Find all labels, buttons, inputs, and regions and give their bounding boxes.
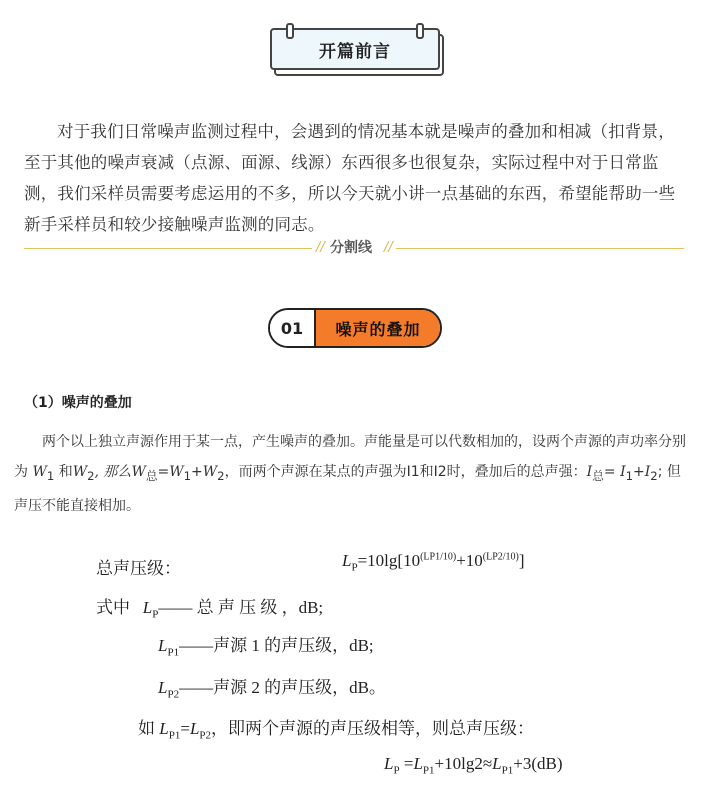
formula-total-equation bbox=[342, 551, 525, 573]
body-paragraph bbox=[14, 427, 694, 521]
text-run: 两个以上独立声源作用于某一点，产生噪声的叠加。声能量是可以代数相加的，设两个声源的声功率分别为 bbox=[14, 434, 686, 480]
var-sub: 1 bbox=[46, 468, 55, 483]
text-run: , 那么 bbox=[94, 464, 132, 480]
var: W bbox=[32, 464, 47, 480]
text-run: ——声源 2 的声压级，dB。 bbox=[179, 678, 386, 697]
var: W bbox=[202, 464, 218, 480]
text-run: = bbox=[399, 754, 414, 773]
text-run: —— 总 声 压 级 ，dB; bbox=[158, 598, 324, 617]
formula-total-label: 总声压级： bbox=[96, 559, 181, 578]
var-sub: P1 bbox=[167, 646, 180, 659]
var-sub: P2 bbox=[199, 729, 212, 742]
text-run: 式中 bbox=[96, 598, 130, 617]
var: W bbox=[72, 464, 88, 480]
var-sub: 2 bbox=[87, 468, 95, 483]
text-run: ] bbox=[518, 551, 525, 570]
text-run: = bbox=[180, 719, 190, 738]
var-sub: 2 bbox=[217, 468, 225, 483]
text-run: 如 bbox=[138, 719, 160, 738]
binder-ring-icon bbox=[286, 23, 294, 39]
var: L bbox=[158, 678, 168, 697]
formula-definition-lp2 bbox=[158, 673, 386, 700]
var: L bbox=[158, 636, 168, 655]
intro-paragraph: 对于我们日常噪声监测过程中，会遇到的情况基本就是噪声的叠加和相减（扣背景，至于其他的噪声衰减（点源、面源、线源）东西很多也很复杂，实际过程中对于日常监测，我们采样员需要考虑运用的不多，所以今天就小讲一点基础的东西，希望能帮助一些新手采样员和较少接触噪声监测的同志。 bbox=[24, 122, 676, 234]
text-run: =10lg[10 bbox=[357, 551, 421, 570]
var-sub: P bbox=[393, 764, 400, 777]
section-number: 01 bbox=[270, 310, 316, 346]
text-run: 和 bbox=[54, 464, 73, 480]
var-sub: 2 bbox=[650, 468, 658, 483]
badge-title bbox=[270, 28, 440, 70]
text-run: ，即两个声源的声压级相等，则总声压级： bbox=[211, 719, 535, 738]
formula-definition-lp1 bbox=[158, 631, 374, 658]
var: L bbox=[413, 754, 423, 773]
var-sub: 1 bbox=[625, 468, 634, 483]
var-sub: 1 bbox=[183, 468, 192, 483]
text-run: = bbox=[603, 464, 621, 480]
section-title: 噪声的叠加 bbox=[316, 310, 440, 346]
divider-slash-icon: // bbox=[316, 240, 325, 255]
page-title: 开篇前言 bbox=[319, 41, 391, 62]
var-sub: P2 bbox=[167, 688, 180, 701]
section-heading bbox=[268, 308, 442, 348]
text-run: ; 但声压不能直接相加。 bbox=[14, 464, 681, 514]
var: I bbox=[620, 464, 626, 480]
var: L bbox=[342, 551, 352, 570]
binder-ring-icon bbox=[416, 23, 424, 39]
exponent: (LP2/10) bbox=[482, 551, 519, 563]
divider-slash-icon: // bbox=[384, 240, 393, 255]
header-badge bbox=[270, 28, 442, 74]
text-run: + bbox=[191, 464, 203, 480]
var: L bbox=[159, 719, 169, 738]
var: L bbox=[189, 719, 200, 738]
var: L bbox=[492, 754, 502, 773]
var-sub: P1 bbox=[422, 764, 435, 777]
formula-result bbox=[384, 754, 563, 776]
var: L bbox=[142, 598, 153, 617]
text-run: +3(dB) bbox=[513, 754, 563, 773]
var: I bbox=[644, 464, 651, 480]
text-run: = bbox=[157, 464, 170, 480]
var-sub: 总 bbox=[145, 468, 158, 483]
divider bbox=[24, 236, 684, 260]
text-run: + bbox=[633, 464, 645, 480]
var-sub: P bbox=[152, 608, 159, 621]
var: W bbox=[131, 464, 146, 480]
var: L bbox=[384, 754, 394, 773]
var-sub: 总 bbox=[592, 468, 604, 483]
divider-line-right bbox=[396, 248, 684, 249]
var-sub: P1 bbox=[501, 764, 514, 777]
text-run: +10 bbox=[456, 551, 483, 570]
var-sub: P1 bbox=[168, 729, 181, 742]
divider-line-left bbox=[24, 248, 312, 249]
var-sub: P bbox=[351, 561, 358, 574]
text-run: ——声源 1 的声压级，dB; bbox=[179, 636, 374, 655]
exponent: (LP1/10) bbox=[420, 551, 457, 563]
formula-definition-lp bbox=[96, 593, 323, 620]
text-run: ，而两个声源在某点的声强为I1和I2时，叠加后的总声强： bbox=[224, 464, 587, 480]
var: W bbox=[169, 464, 184, 480]
var: I bbox=[586, 464, 593, 480]
subsection-heading: （1）噪声的叠加 bbox=[24, 395, 132, 411]
formula-condition bbox=[138, 714, 534, 741]
divider-label: 分割线 bbox=[330, 240, 372, 256]
text-run: +10lg2≈ bbox=[434, 754, 493, 773]
